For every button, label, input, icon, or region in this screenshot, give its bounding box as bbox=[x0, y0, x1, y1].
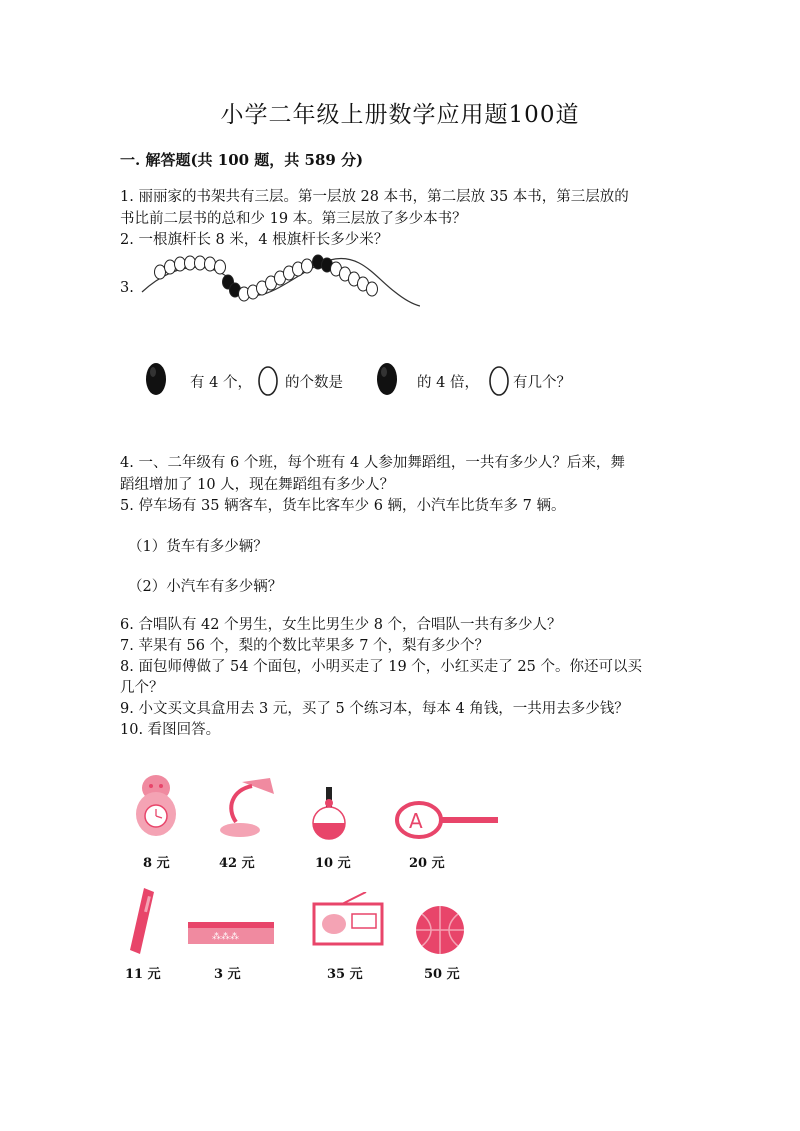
white-bead-icon bbox=[195, 256, 206, 270]
pencil-case-icon bbox=[186, 918, 276, 948]
section-heading: 一. 解答题(共 100 题，共 589 分) bbox=[120, 151, 364, 169]
question-4-line-1: 4. 一、二年级有 6 个班，每个班有 4 人参加舞蹈组，一共有多少人？后来，舞 bbox=[120, 455, 625, 471]
white-bead-icon bbox=[175, 257, 186, 271]
question-9: 9. 小文买文具盒用去 3 元，买了 5 个练习本，每本 4 角钱，一共用去多少钱？ bbox=[120, 701, 629, 717]
question-8-line-1: 8. 面包师傅做了 54 个面包，小明买走了 19 个，小红买走了 25 个。你还可以买 bbox=[120, 659, 642, 675]
clock-toy-icon bbox=[132, 772, 180, 840]
question-3-number: 3. bbox=[120, 280, 134, 296]
ratio-text-4: 有几个？ bbox=[513, 375, 571, 391]
pen-icon bbox=[126, 886, 160, 958]
price-label: 8 元 bbox=[143, 856, 170, 871]
basketball-icon bbox=[414, 904, 466, 956]
white-bead-icon bbox=[489, 366, 509, 396]
question-5-part-2: （2）小汽车有多少辆？ bbox=[128, 579, 283, 595]
ratio-text-2: 的个数是 bbox=[285, 375, 343, 391]
price-label: 35 元 bbox=[327, 967, 363, 982]
svg-text:⁂⁂⁂: ⁂⁂⁂ bbox=[212, 932, 239, 942]
question-4-line-2: 蹈组增加了 10 人，现在舞蹈组有多少人？ bbox=[120, 477, 395, 493]
white-bead-icon bbox=[215, 260, 226, 274]
question-5-part-1: （1）货车有多少辆？ bbox=[128, 539, 268, 555]
desk-lamp-icon bbox=[212, 772, 278, 840]
question-8-line-2: 几个？ bbox=[120, 680, 164, 696]
price-label: 50 元 bbox=[424, 967, 460, 982]
question-5: 5. 停车场有 35 辆客车，货车比客车少 6 辆，小汽车比货车多 7 辆。 bbox=[120, 498, 566, 514]
white-bead-icon bbox=[205, 257, 216, 271]
ping-pong-paddle-icon bbox=[312, 787, 348, 843]
white-bead-icon bbox=[302, 259, 313, 273]
white-bead-icon bbox=[155, 265, 166, 279]
question-10: 10. 看图回答。 bbox=[120, 722, 221, 738]
price-label: 3 元 bbox=[214, 967, 241, 982]
price-label: 10 元 bbox=[315, 856, 351, 871]
question-7: 7. 苹果有 56 个，梨的个数比苹果多 7 个，梨有多少个？ bbox=[120, 638, 490, 654]
white-bead-icon bbox=[367, 282, 378, 296]
price-label: 20 元 bbox=[409, 856, 445, 871]
tennis-racket-icon bbox=[395, 800, 499, 840]
bead-string-figure bbox=[120, 252, 420, 312]
question-1-line-2: 书比前二层书的总和少 19 本。第三层放了多少本书？ bbox=[120, 211, 467, 227]
white-bead-icon bbox=[258, 366, 278, 396]
price-label: 11 元 bbox=[125, 967, 161, 982]
question-2: 2. 一根旗杆长 8 米，4 根旗杆长多少米？ bbox=[120, 232, 389, 248]
white-bead-icon bbox=[165, 260, 176, 274]
black-bead-icon bbox=[376, 362, 398, 396]
question-6: 6. 合唱队有 42 个男生，女生比男生少 8 个，合唱队一共有多少人？ bbox=[120, 617, 562, 633]
price-label: 42 元 bbox=[219, 856, 255, 871]
black-bead-icon bbox=[145, 362, 167, 396]
question-3-ratio-line bbox=[145, 362, 595, 402]
question-1-line-1: 1. 丽丽家的书架共有三层。第一层放 28 本书，第二层放 35 本书，第三层放的 bbox=[120, 189, 629, 205]
white-bead-icon bbox=[185, 256, 196, 270]
ratio-text-1: 有 4 个， bbox=[190, 375, 252, 391]
svg-text:A: A bbox=[409, 809, 423, 833]
page-title: 小学二年级上册数学应用题100道 bbox=[220, 102, 580, 128]
radio-icon bbox=[312, 892, 384, 946]
ratio-text-3: 的 4 倍， bbox=[417, 375, 479, 391]
